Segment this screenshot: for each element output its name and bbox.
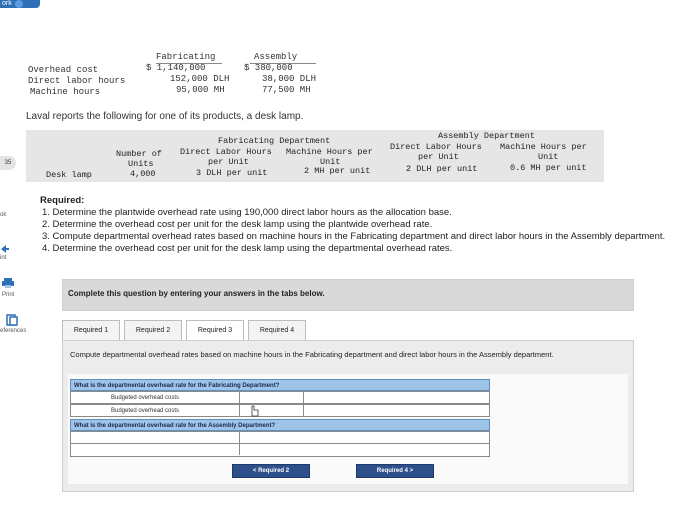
prev-required-button[interactable]: < Required 2 xyxy=(232,464,310,478)
sidebar-references[interactable]: eferences xyxy=(0,328,27,334)
h-fab-dlh-2: per Unit xyxy=(208,157,249,167)
h-units-1: Number of xyxy=(116,149,162,159)
h-fab-dlh-1: Direct Labor Hours xyxy=(180,147,272,157)
asm-row-2 xyxy=(70,443,490,457)
sidebar-hint[interactable]: int xyxy=(0,255,7,261)
h-asm-mh-1: Machine Hours per xyxy=(500,142,587,152)
next-required-button[interactable]: Required 4 > xyxy=(356,464,434,478)
required-heading: Required: xyxy=(40,195,85,206)
fab-question-header: What is the departmental overhead rate for the Fabricating Department? xyxy=(70,379,490,391)
tab-required-3[interactable]: Required 3 xyxy=(186,320,244,342)
tab-required-4[interactable]: Required 4 xyxy=(248,320,306,342)
val-asm-dlh: 2 DLH per unit xyxy=(406,164,478,174)
fab-row-2-divider xyxy=(303,405,304,416)
asm-row-2-input-a[interactable] xyxy=(239,444,304,455)
group-assembly: Assembly Department xyxy=(438,131,535,141)
h-fab-mh-2: Unit xyxy=(320,157,341,167)
corner-badge: ork xyxy=(0,0,40,8)
fab-row-1-label: Budgeted overhead costs xyxy=(111,395,180,401)
fab-overhead: $ 1,140,000 xyxy=(146,63,206,73)
fab-row-1-input-a[interactable] xyxy=(239,392,304,403)
intro-text: Laval reports the following for one of its products, a desk lamp. xyxy=(26,111,304,122)
val-units: 4,000 xyxy=(130,169,156,179)
tab-required-1[interactable]: Required 1 xyxy=(62,320,120,342)
asm-question-header: What is the departmental overhead rate for the Assembly Department? xyxy=(70,419,490,431)
required-item-1: 1. Determine the plantwide overhead rate using 190,000 direct labor hours as the allocation base. xyxy=(42,207,452,218)
required-item-4: 4. Determine the overhead cost per unit for the desk lamp using the departmental overhead rates. xyxy=(42,243,453,254)
val-fab-dlh: 3 DLH per unit xyxy=(196,168,268,178)
row-label-mh: Machine hours xyxy=(30,87,101,97)
h-asm-dlh-2: per Unit xyxy=(418,152,459,162)
instructions-text: Complete this question by entering your answers in the tabs below. xyxy=(68,289,325,298)
asm-dlh: 38,000 DLH xyxy=(262,74,317,84)
info-icon xyxy=(15,0,23,8)
hint-icon[interactable] xyxy=(0,241,10,251)
h-asm-mh-2: Unit xyxy=(538,152,559,162)
h-fab-mh-1: Machine Hours per xyxy=(286,147,373,157)
val-asm-mh: 0.6 MH per unit xyxy=(510,163,587,173)
h-asm-dlh-1: Direct Labor Hours xyxy=(390,142,482,152)
sidebar-ebook[interactable]: ok xyxy=(0,212,7,218)
asm-overhead: $ 380,000 xyxy=(244,63,293,73)
row-desk-lamp: Desk lamp xyxy=(46,170,92,180)
col-assembly: Assembly xyxy=(254,52,298,62)
fab-row-1 xyxy=(70,391,490,404)
fab-row-1-divider xyxy=(303,392,304,403)
col-fabricating: Fabricating xyxy=(156,52,216,62)
sidebar-print[interactable]: Print xyxy=(2,292,15,298)
required-item-2: 2. Determine the overhead cost per unit for the desk lamp using the plantwide overhead rate. xyxy=(42,219,433,230)
group-fabricating: Fabricating Department xyxy=(218,136,331,146)
fab-row-2-label: Budgeted overhead costs xyxy=(111,408,180,414)
references-icon[interactable] xyxy=(6,313,18,325)
fab-mh: 95,000 MH xyxy=(176,85,225,95)
panel-prompt: Compute departmental overhead rates based on machine hours in the Fabricating department and direct labor hours in the Assembly department. xyxy=(70,350,554,359)
row-label-dlh: Direct labor hours xyxy=(28,76,126,86)
fab-dlh: 152,000 DLH xyxy=(170,74,230,84)
fab-row-2 xyxy=(70,404,490,417)
mouse-cursor-icon xyxy=(250,404,260,416)
required-block xyxy=(40,195,680,255)
required-item-3: 3. Compute departmental overhead rates based on machine hours in the Fabricating department and direct labor hours in the Assembly department. xyxy=(42,231,666,242)
tab-required-2[interactable]: Required 2 xyxy=(124,320,182,342)
question-number-badge: 35 xyxy=(0,156,16,170)
asm-row-1-input-a[interactable] xyxy=(239,432,304,443)
asm-mh: 77,500 MH xyxy=(262,85,311,95)
print-icon[interactable] xyxy=(2,276,14,288)
h-units-2: Units xyxy=(128,159,154,169)
row-label-overhead: Overhead cost xyxy=(28,65,99,75)
fab-row-2-input-a[interactable] xyxy=(239,405,304,416)
val-fab-mh: 2 MH per unit xyxy=(304,166,371,176)
